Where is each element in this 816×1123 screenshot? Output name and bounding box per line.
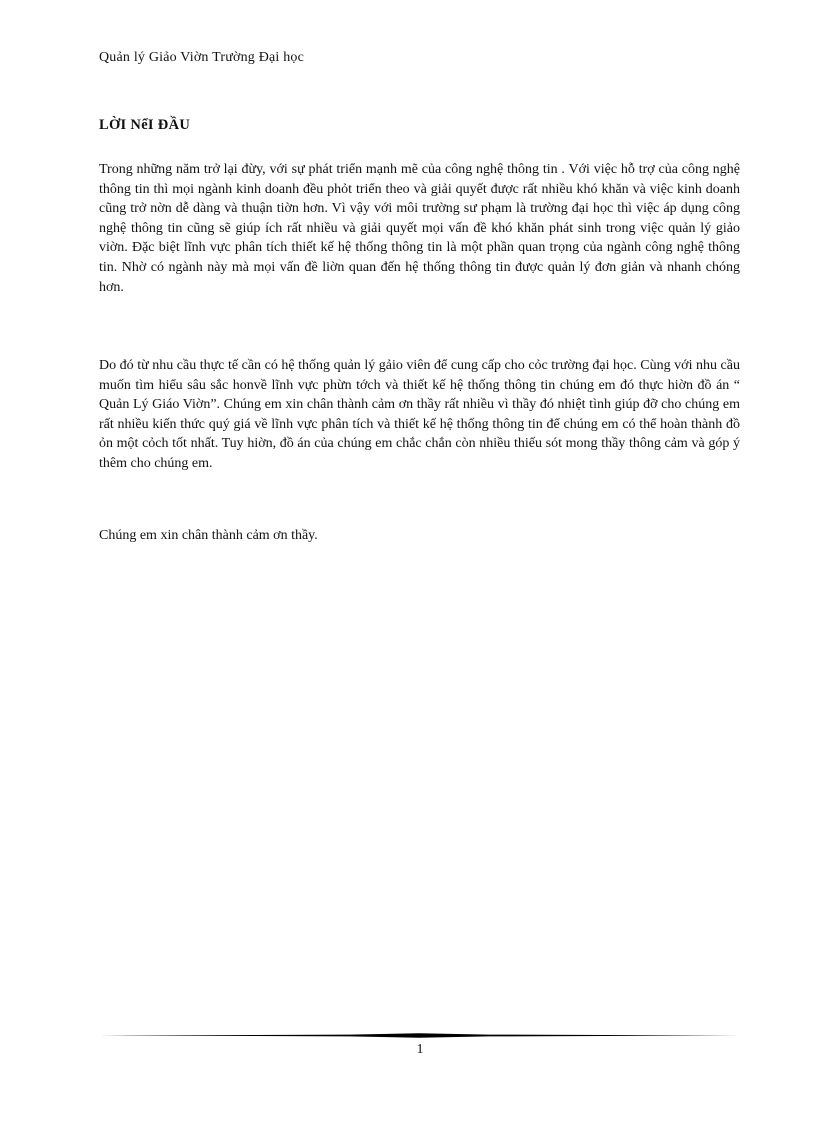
footer-divider	[99, 1033, 740, 1038]
paragraph-motivation: Do đó từ nhu cầu thực tế cần có hệ thống quản lý gảio viên để cung cấp cho cỏc trường đại học. Cùng với nhu cầu muốn tìm hiểu sâu sắc honvề lĩnh vực phừn tớch và thiết kế hệ thống thông tin chúng em đó thực hiờn đồ án “ Quản Lý Giáo Viờn”. Chúng em xin chân thành cảm ơn thầy rất nhiều vì thầy đó nhiệt tình giúp đỡ cho chúng em rất nhiều kiến thức quý giá về lĩnh vực phân tích và thiết kế hệ thống thông tin để chúng em có thể hoàn thành đồ ỏn một cỏch tốt nhất. Tuy hiờn, đồ án của chúng em chắc chắn còn nhiều thiếu sót mong thầy thông cảm và góp ý thêm cho chúng em.	[99, 358, 740, 471]
paragraph-intro: Trong những năm trở lại đừy, với sự phát triển mạnh mẽ của công nghệ thông tin . Với việc hỗ trợ của công nghệ thông tin thì mọi ngành kinh doanh đều phỏt triển theo và giải quyết được rất nhiều khó khăn và việc kinh doanh cũng trở nờn dễ dàng và thuận tiờn hơn. Vì vậy với môi trường sư phạm là trường đại học thì việc áp dụng công nghệ thông tin cũng sẽ giúp ích rất nhiều và giải quyết mọi vấn đề khó khăn phát sinh trong việc quản lý giảo viờn. Đặc biệt lĩnh vực phân tích thiết kế hệ thống thông tin là một phần quan trọng của ngành công nghệ thông tin. Nhờ có ngành này mà mọi vấn đề liờn quan đến hệ thống thông tin được quản lý đơn giản và nhanh chóng hơn.	[99, 162, 740, 295]
paragraph-thanks: Chúng em xin chân thành cảm ơn thầy.	[99, 528, 318, 543]
page-number: 1	[416, 1042, 424, 1057]
page-title: LỜI NểI ĐẦU	[99, 117, 191, 133]
running-header: Quản lý Giảo Viờn Trường Đại học	[99, 50, 305, 65]
